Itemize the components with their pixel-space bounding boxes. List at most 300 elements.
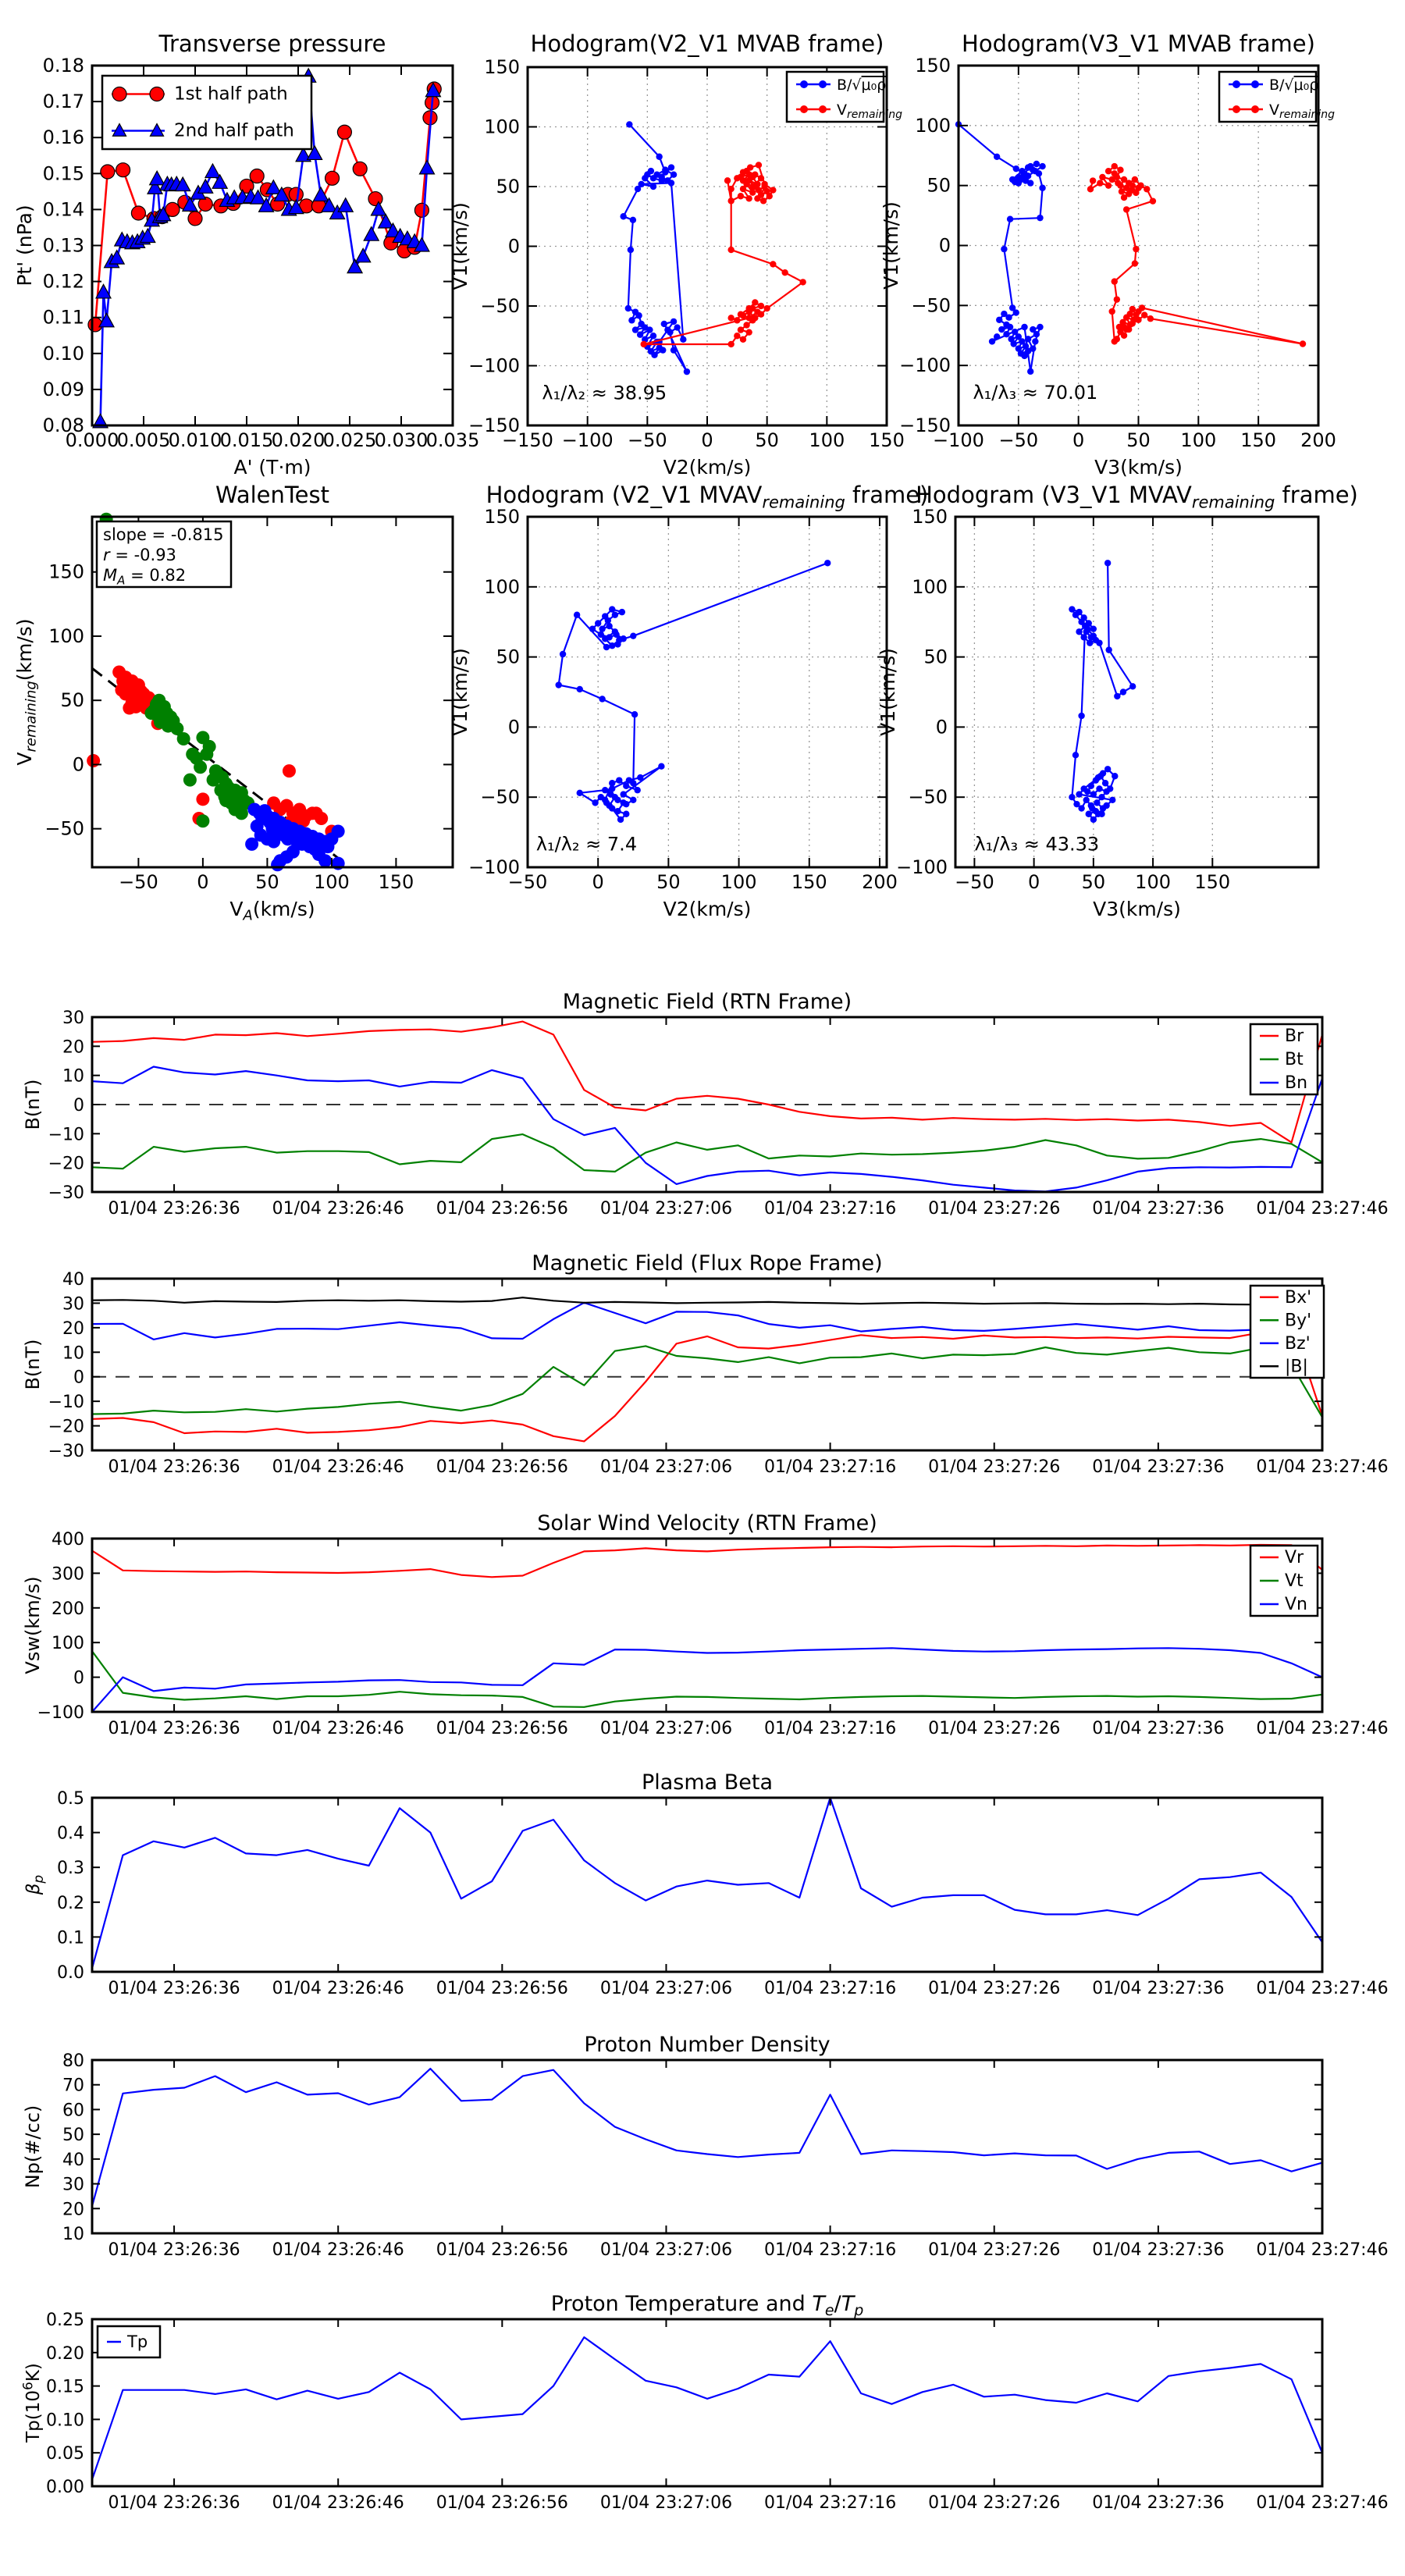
B-hodogram-marker (1039, 163, 1045, 169)
x-tick-label: 01/04 23:26:56 (436, 2493, 568, 2513)
y-tick-label: 0.12 (42, 270, 84, 293)
V-remaining-hodogram-marker (1144, 186, 1150, 192)
V-hodogram-marker (635, 787, 641, 793)
B-hodogram-marker (1039, 185, 1045, 191)
V-remaining-hodogram-marker (1090, 177, 1096, 183)
1st half path-marker (325, 171, 340, 185)
hodogram-v2v1-mvab-annotation: λ₁/λ₂ ≈ 38.95 (542, 382, 667, 404)
V-remaining-hodogram-marker (1135, 317, 1141, 323)
B-hodogram-marker (632, 326, 638, 333)
plasma-beta-ylabel: $\beta_p$ (23, 1874, 48, 1895)
x-tick-label: 01/04 23:26:36 (108, 2493, 240, 2513)
hodogram-v2v1-mvav-annotation: λ₁/λ₂ ≈ 7.4 (535, 833, 638, 856)
x-tick-label: 01/04 23:27:06 (599, 1979, 733, 1998)
x-tick-label: 50 (255, 871, 279, 893)
x-tick-label: 0.005 (116, 429, 171, 451)
x-tick-label: 200 (862, 871, 898, 893)
x-tick-label: 01/04 23:27:16 (763, 1719, 897, 1738)
x-tick-label: 01/04 23:27:16 (763, 1457, 897, 1477)
y-tick-label: 0 (935, 716, 948, 738)
y-tick-label: 0 (73, 1096, 84, 1115)
hodogram-v2v1-mvav-xlabel: V2(km/s) (663, 898, 752, 920)
scatter-green-point (194, 760, 207, 774)
V-hodogram-marker (1114, 693, 1120, 699)
legend-label: Vn (1285, 1595, 1307, 1614)
V-hodogram-marker (577, 686, 583, 692)
V-remaining-hodogram-marker (763, 305, 770, 311)
V-hodogram-marker (603, 644, 610, 650)
x-tick-label: 01/04 23:27:06 (599, 2493, 733, 2513)
B-hodogram-marker (1001, 311, 1007, 317)
V-hodogram-marker (1080, 785, 1087, 792)
y-tick-label: 70 (62, 2076, 84, 2096)
x-tick-label: 0 (197, 871, 209, 893)
B-hodogram-marker (1027, 180, 1033, 186)
x-tick-label: 01/04 23:27:06 (599, 1719, 733, 1738)
walen-test-xlabel: $V_A(km/s)$ (229, 898, 315, 924)
y-tick-label: −100 (37, 1703, 84, 1723)
plasma-beta-title: Plasma Beta (641, 1770, 774, 1795)
V-remaining-hodogram-marker (1121, 333, 1127, 339)
x-tick-label: 150 (1194, 871, 1231, 893)
V-remaining-hodogram-marker (1099, 174, 1105, 180)
V-hodogram-marker (555, 681, 561, 688)
scatter-blue-point (318, 854, 332, 867)
hodogram-v2v1-mvab-xlabel: V2(km/s) (663, 456, 752, 479)
x-tick-label: 01/04 23:27:26 (928, 2240, 1061, 2260)
legend-label: 1st half path (174, 84, 288, 105)
y-tick-label: −50 (480, 295, 520, 317)
V-remaining-hodogram-marker (745, 315, 752, 321)
walen-test-ylabel: $V_{remaining}(km/s)$ (13, 618, 40, 766)
B-hodogram-marker (625, 305, 631, 311)
x-tick-label: −50 (955, 871, 994, 893)
V-remaining-hodogram-marker (1097, 180, 1103, 186)
V-remaining-hodogram-marker (770, 187, 776, 193)
V-hodogram-marker (599, 696, 605, 702)
solar-wind-velocity-title: Solar Wind Velocity (RTN Frame) (537, 1511, 877, 1535)
transverse-pressure-ylabel: Pt' (nPa) (13, 205, 36, 286)
V-remaining-hodogram-marker (761, 181, 767, 187)
V-remaining-hodogram-marker (724, 177, 731, 183)
x-tick-label: 01/04 23:27:26 (928, 1719, 1061, 1738)
B-hodogram-marker (1010, 340, 1016, 347)
V-hodogram-marker (1109, 797, 1115, 803)
y-tick-label: 0.15 (46, 2377, 84, 2397)
scatter-blue-point (286, 845, 300, 859)
V-remaining-hodogram-marker (1114, 336, 1120, 342)
V-remaining-hodogram-marker (758, 303, 764, 309)
V-remaining-hodogram-marker (727, 341, 734, 347)
V-remaining-hodogram-marker (1300, 340, 1306, 347)
x-tick-label: 01/04 23:26:56 (436, 1457, 568, 1477)
walen-test-title: WalenTest (215, 482, 329, 508)
y-tick-label: 50 (496, 646, 520, 668)
V-remaining-hodogram-marker (734, 333, 740, 339)
B-hodogram-marker (620, 213, 626, 219)
legend-label: $V_{remaining}$ (1269, 101, 1335, 122)
V-hodogram-marker (1082, 623, 1088, 629)
V-remaining-hodogram-marker (1119, 188, 1125, 194)
V-remaining-hodogram-marker (1105, 168, 1112, 174)
x-tick-label: 01/04 23:27:06 (599, 2240, 733, 2260)
scatter-red-point (115, 684, 128, 697)
stats-line: r = -0.93 (103, 546, 176, 564)
legend-marker (1232, 105, 1240, 113)
legend-label: $V_{remaining}$ (837, 101, 902, 122)
V-hodogram-marker (1088, 783, 1094, 789)
solar-wind-velocity-ylabel: Vsw(km/s) (22, 1576, 44, 1674)
y-tick-label: 10 (62, 1343, 84, 1364)
y-tick-label: 0.10 (46, 2411, 84, 2431)
y-tick-label: 0 (73, 1668, 84, 1688)
V-hodogram-marker (1094, 799, 1100, 806)
magnetic-field-flux-rope-ylabel: B(nT) (22, 1339, 44, 1390)
B-hodogram-marker (650, 175, 656, 181)
x-tick-label: 100 (313, 871, 350, 893)
x-tick-label: 100 (1135, 871, 1171, 893)
V-hodogram-marker (609, 805, 615, 811)
B-hodogram-marker (674, 324, 680, 330)
hodogram-v3v1-mvav-ylabel: V1(km/s) (877, 648, 899, 736)
x-tick-label: 01/04 23:26:56 (436, 1199, 568, 1219)
hodogram-v3v1-mvab-title: Hodogram(V3_V1 MVAB frame) (962, 30, 1315, 57)
scatter-blue-point (245, 838, 258, 851)
V-hodogram-marker (1102, 780, 1108, 786)
B-hodogram-marker (1030, 166, 1036, 173)
B-hodogram-marker (1033, 161, 1040, 167)
V-hodogram-marker (630, 632, 636, 639)
y-tick-label: −10 (48, 1125, 84, 1145)
B-hodogram-marker (1003, 331, 1009, 337)
1st half path-marker (337, 125, 351, 139)
B-hodogram-marker (628, 317, 635, 323)
V-remaining-hodogram-marker (738, 311, 744, 318)
V-hodogram-marker (1129, 683, 1136, 689)
B-hodogram-marker (1030, 345, 1036, 351)
V-remaining-hodogram-marker (1108, 308, 1115, 315)
V-hodogram-marker (1080, 634, 1087, 640)
B-hodogram-marker (670, 347, 677, 353)
V-remaining-hodogram-marker (1112, 278, 1118, 284)
legend-label: B/√μ₀ρ (837, 76, 887, 94)
V-remaining-hodogram-marker (752, 172, 758, 178)
y-tick-label: −100 (468, 354, 520, 377)
V-hodogram-marker (617, 817, 624, 823)
y-tick-label: 50 (60, 689, 84, 712)
V-remaining-hodogram-marker (770, 261, 776, 267)
scatter-blue-point (325, 832, 338, 845)
1st half path-marker (131, 206, 145, 220)
hodogram-v2v1-mvav-title: Hodogram (V2_V1 $MVAV_{remaining}$ frame) (486, 482, 929, 512)
y-tick-label: 0.09 (42, 378, 84, 400)
x-tick-label: 01/04 23:27:46 (1256, 1457, 1389, 1477)
hodogram-v3v1-mvav-xlabel: V3(km/s) (1093, 898, 1181, 920)
y-tick-label: 0 (72, 753, 84, 776)
V-remaining-hodogram-marker (758, 175, 764, 181)
V-hodogram-marker (1098, 811, 1104, 817)
V-remaining-hodogram-marker (1087, 186, 1094, 192)
V-hodogram-marker (1090, 817, 1097, 823)
hodogram-v3v1-mvab-xlabel: V3(km/s) (1094, 456, 1183, 479)
legend-label: Bt (1285, 1050, 1304, 1069)
legend-marker (800, 80, 808, 88)
scatter-red-point (196, 792, 209, 806)
x-tick-label: 0.025 (322, 429, 377, 451)
B-hodogram-marker (684, 368, 690, 375)
stats-line: $M_A = 0.82$ (103, 566, 187, 588)
x-tick-label: 01/04 23:26:46 (272, 1979, 404, 1998)
legend-label: Vr (1285, 1548, 1304, 1567)
V-remaining-hodogram-marker (1117, 182, 1123, 188)
V-hodogram-marker (620, 635, 626, 642)
y-tick-label: 30 (62, 1009, 84, 1028)
V-remaining-hodogram-marker (745, 329, 752, 335)
x-tick-label: 01/04 23:26:46 (272, 2493, 404, 2513)
V-hodogram-marker (560, 651, 566, 657)
V-remaining-hodogram-marker (738, 326, 744, 333)
V-hodogram-marker (609, 785, 615, 792)
x-tick-label: 0.010 (168, 429, 222, 451)
V-remaining-hodogram-marker (1129, 306, 1136, 312)
B-hodogram-marker (994, 333, 1000, 340)
V-hodogram-marker (595, 620, 601, 626)
x-tick-label: 01/04 23:26:46 (272, 1719, 404, 1738)
y-tick-label: −10 (48, 1393, 84, 1413)
x-tick-label: 01/04 23:27:06 (599, 1457, 733, 1477)
y-tick-label: 0.0 (57, 1963, 84, 1983)
magnetic-field-rtn-ylabel: B(nT) (22, 1079, 44, 1130)
x-tick-label: 01/04 23:26:46 (272, 2240, 404, 2260)
y-tick-label: 100 (484, 116, 520, 138)
1st half path-marker (368, 192, 382, 206)
V-remaining-hodogram-marker (752, 299, 758, 305)
y-tick-label: 50 (923, 646, 948, 668)
scatter-green-point (183, 774, 197, 787)
V-hodogram-marker (1069, 606, 1075, 612)
V-hodogram-marker (626, 777, 632, 783)
1st half path-marker (116, 163, 130, 177)
x-tick-label: 01/04 23:27:26 (928, 1457, 1061, 1477)
x-tick-label: 01/04 23:27:36 (1092, 1457, 1225, 1477)
V-remaining-hodogram-marker (727, 186, 734, 192)
V-hodogram-marker (1076, 609, 1082, 615)
y-tick-label: 40 (62, 1270, 84, 1290)
V-hodogram-marker (614, 641, 621, 647)
B-hodogram-marker (668, 164, 674, 170)
1st half path-marker (353, 162, 367, 176)
x-tick-label: 150 (1240, 429, 1277, 451)
legend-marker (819, 80, 827, 88)
legend-label: Bz' (1285, 1333, 1311, 1354)
x-tick-label: 01/04 23:27:16 (763, 1199, 897, 1219)
legend-marker (800, 105, 808, 113)
x-tick-label: 0 (1027, 871, 1040, 893)
x-tick-label: 01/04 23:27:26 (928, 1199, 1061, 1219)
y-tick-label: 100 (915, 114, 951, 137)
V-hodogram-marker (1078, 713, 1084, 719)
y-tick-label: 0.18 (42, 55, 84, 76)
V-hodogram-marker (637, 774, 643, 781)
y-tick-label: 0.1 (57, 1928, 84, 1948)
legend-marker (1251, 80, 1259, 88)
x-tick-label: 01/04 23:26:36 (108, 2240, 240, 2260)
y-tick-label: 100 (48, 624, 84, 647)
V-hodogram-marker (1078, 805, 1084, 811)
y-tick-label: 20 (62, 1037, 84, 1058)
y-tick-label: 0.13 (42, 234, 84, 257)
x-tick-label: 01/04 23:26:56 (436, 2240, 568, 2260)
B-hodogram-marker (1036, 170, 1042, 176)
stats-line: slope = -0.815 (103, 525, 224, 544)
V-remaining-hodogram-marker (734, 317, 740, 323)
V-remaining-hodogram-marker (1121, 194, 1127, 201)
scatter-green-point (200, 748, 213, 761)
V-hodogram-marker (614, 808, 621, 814)
V-remaining-hodogram-marker (781, 269, 788, 276)
proton-number-density-title: Proton Number Density (584, 2033, 831, 2057)
V-hodogram-marker (602, 787, 608, 793)
scatter-green-point (144, 706, 158, 720)
y-tick-label: 100 (52, 1634, 84, 1654)
x-tick-label: 01/04 23:27:46 (1256, 2240, 1389, 2260)
x-tick-label: 01/04 23:27:36 (1092, 1979, 1225, 1998)
x-tick-label: 01/04 23:27:26 (928, 2493, 1061, 2513)
scatter-red-point (87, 754, 100, 767)
x-tick-label: 01/04 23:26:56 (436, 1719, 568, 1738)
V-hodogram-marker (606, 623, 612, 629)
V-hodogram-marker (623, 801, 629, 807)
V-remaining-hodogram-marker (743, 322, 749, 328)
V-remaining-hodogram-marker (727, 197, 734, 204)
V-hodogram-marker (609, 606, 615, 612)
x-tick-label: 01/04 23:27:36 (1092, 2493, 1225, 2513)
y-tick-label: 200 (52, 1599, 84, 1619)
V-remaining-hodogram-marker (1117, 166, 1123, 173)
V-hodogram-marker (1093, 637, 1099, 643)
y-tick-label: −50 (480, 786, 520, 809)
y-tick-label: −50 (44, 817, 84, 840)
y-tick-label: 40 (62, 2150, 84, 2170)
x-tick-label: 01/04 23:26:46 (272, 1199, 404, 1219)
V-hodogram-marker (623, 811, 629, 817)
proton-number-density-ylabel: Np(#/cc) (22, 2105, 44, 2189)
legend-marker (1232, 80, 1240, 88)
x-tick-label: 100 (809, 429, 845, 451)
x-tick-label: 0.020 (271, 429, 325, 451)
B-hodogram-marker (670, 318, 677, 325)
y-tick-label: 100 (912, 575, 948, 598)
B-hodogram-marker (628, 247, 634, 253)
x-tick-label: 01/04 23:26:36 (108, 1719, 240, 1738)
V-hodogram-marker (1069, 794, 1075, 800)
B-hodogram-marker (1016, 180, 1022, 186)
V-remaining-hodogram-marker (799, 279, 806, 285)
B-hodogram-marker (1032, 338, 1038, 344)
V-hodogram-marker (658, 763, 664, 769)
V-remaining-hodogram-marker (767, 193, 773, 199)
y-tick-label: 50 (496, 176, 520, 197)
1st half path-marker (250, 169, 264, 183)
x-tick-label: −50 (119, 871, 158, 893)
transverse-pressure-xlabel: A' (T·m) (233, 456, 311, 479)
1st half path-marker (188, 212, 202, 226)
B-hodogram-marker (661, 321, 667, 327)
magnetic-field-flux-rope-title: Magnetic Field (Flux Rope Frame) (532, 1251, 883, 1276)
scatter-green-point (177, 732, 190, 745)
y-tick-label: 100 (484, 575, 520, 598)
V-remaining-hodogram-marker (1150, 197, 1156, 204)
1st half path-marker (101, 165, 115, 179)
B-hodogram-marker (1007, 324, 1013, 330)
V-hodogram-marker (1076, 628, 1082, 635)
hodogram-v3v1-mvab-ylabel: V1(km/s) (880, 201, 902, 290)
y-tick-label: 10 (62, 1066, 84, 1087)
V-remaining-hodogram-marker (1105, 182, 1112, 188)
y-tick-label: −30 (48, 1183, 84, 1203)
y-tick-label: 50 (927, 174, 951, 197)
B-hodogram-marker (1021, 353, 1027, 359)
B-hodogram-marker (656, 344, 662, 350)
scatter-blue-point (267, 835, 280, 849)
x-tick-label: 50 (755, 429, 779, 451)
V-remaining-hodogram-marker (1114, 296, 1120, 302)
B-hodogram-marker (1030, 326, 1036, 333)
V-hodogram-marker (1083, 797, 1090, 803)
y-tick-label: −50 (911, 294, 951, 317)
V-hodogram-marker (824, 560, 831, 566)
y-tick-label: 300 (52, 1564, 84, 1585)
V-hodogram-marker (599, 625, 605, 632)
y-tick-label: 0.14 (42, 198, 84, 221)
V-remaining-hodogram-marker (749, 183, 756, 190)
V-remaining-hodogram-marker (727, 315, 734, 321)
y-tick-label: 0.4 (57, 1823, 84, 1844)
scatter-blue-point (271, 858, 284, 871)
y-tick-label: 150 (48, 560, 84, 583)
V-hodogram-marker (1072, 752, 1079, 758)
V-hodogram-marker (1105, 646, 1112, 653)
x-tick-label: 01/04 23:27:46 (1256, 1199, 1389, 1219)
legend-label: Tp (127, 2332, 148, 2351)
V-hodogram-marker (1090, 625, 1097, 632)
x-tick-label: 0 (592, 871, 604, 893)
B-hodogram-marker (1009, 176, 1016, 183)
legend-label: By' (1285, 1311, 1312, 1331)
x-tick-label: 01/04 23:27:36 (1092, 1719, 1225, 1738)
y-tick-label: 0.15 (42, 162, 84, 185)
x-tick-label: 50 (1081, 871, 1106, 893)
V-remaining-hodogram-marker (745, 195, 752, 201)
y-tick-label: 150 (484, 506, 520, 528)
scatter-green-point (152, 694, 165, 707)
V-remaining-hodogram-marker (1126, 180, 1132, 186)
B-hodogram-marker (996, 317, 1002, 323)
hodogram-v2v1-mvab-title: Hodogram(V2_V1 MVAB frame) (530, 30, 884, 57)
B-hodogram-marker (1013, 309, 1019, 315)
V-hodogram-marker (1087, 639, 1093, 646)
V-remaining-hodogram-marker (1114, 174, 1120, 180)
legend-label: Bx' (1285, 1287, 1312, 1308)
hodogram-v2v1-mvab-ylabel: V1(km/s) (449, 202, 471, 290)
V-hodogram-marker (1083, 628, 1090, 635)
legend-marker (819, 105, 827, 113)
x-tick-label: 01/04 23:26:46 (272, 1457, 404, 1477)
B-hodogram-marker (664, 326, 670, 333)
B-hodogram-marker (1027, 368, 1033, 375)
V-hodogram-marker (1103, 802, 1109, 809)
V-hodogram-marker (616, 777, 622, 783)
